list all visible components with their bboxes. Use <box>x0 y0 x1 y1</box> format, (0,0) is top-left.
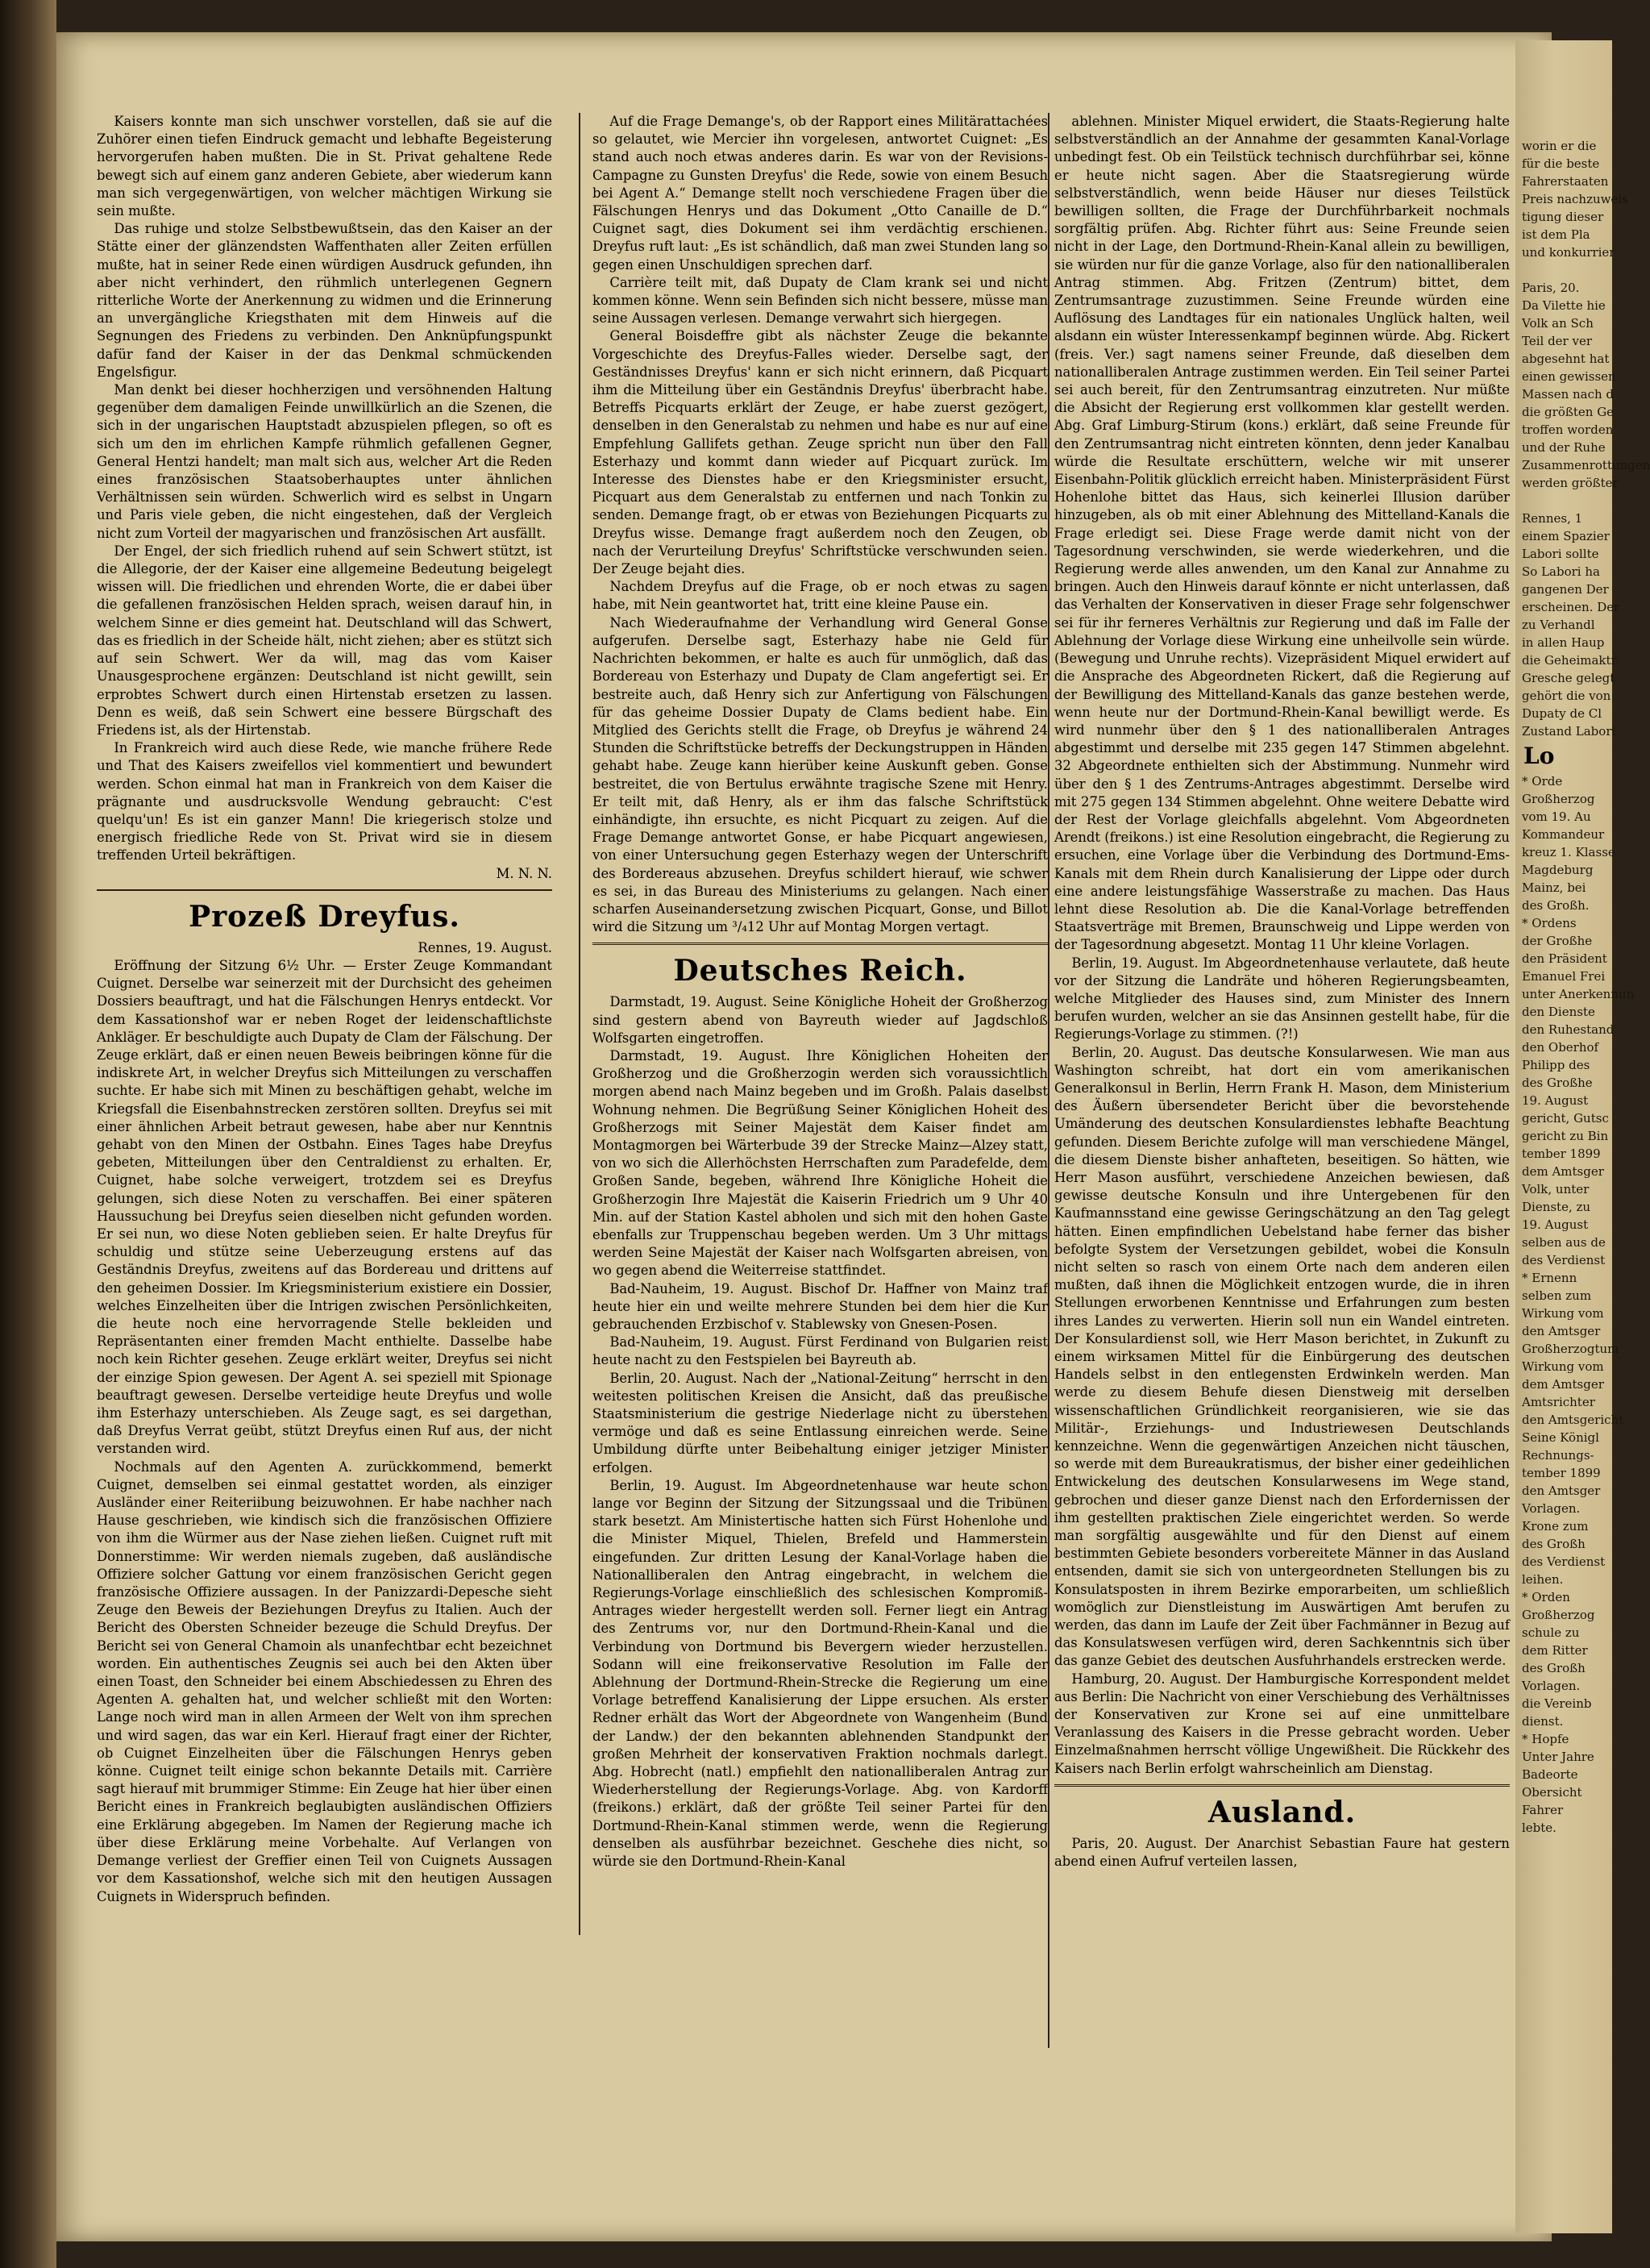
edge-text-line: So Labori ha <box>1522 564 1600 579</box>
news-item: Bad-Nauheim, 19. August. Bischof Dr. Haffner von Mainz traf heute hier ein und weilte mehrere Stunden bei dem hier die Kur gebrauchenden Erzbischof v. Stablewsky von Gnesen-Posen. <box>592 1280 1048 1332</box>
edge-text-line: schule zu <box>1522 1625 1580 1640</box>
edge-text-line: Emanuel Frei <box>1522 969 1606 984</box>
next-page-text-top <box>1515 40 1650 740</box>
column-rule <box>1048 113 1049 2048</box>
edge-text-line: Dupaty de Cl <box>1522 706 1602 721</box>
article-paragraph: Carrière teilt mit, daß Dupaty de Clam krank sei und nicht kommen könne. Wenn sein Befinden sich nicht bessere, müsse man seine Aussagen verlesen. Demange verwahrt sich hiergegen. <box>592 274 1048 327</box>
edge-text-line: dem Ritter <box>1522 1643 1588 1658</box>
edge-text-line: die Geheimaktr <box>1522 653 1617 668</box>
edge-text-line: der Großhe <box>1522 934 1593 948</box>
deutsches-reich-body <box>592 993 1048 1871</box>
edge-text-line: Unter Jahre <box>1522 1750 1594 1764</box>
edge-text-line: des Großh <box>1522 1537 1586 1551</box>
article-paragraph: ablehnen. Minister Miquel erwidert, die Staats-Regierung halte selbstverständlich an der Annahme der gesammten Kanal-Vorlage unbedingt fest. Ob ein Teilstück technisch durchführbar sei, könne er heute nicht sagen. Aber die Staatsregierung würde selbstverständlich, wenn beide Häuser nur dieses Teilstück bewilligen sollten, die Frage der Durchführbarkeit nochmals sorgfältig prüfen. Abg. Richter führt aus: Seine Freunde seien nicht in der Lage, den Dortmund-Rhein-Kanal allein zu bewilligen, sie würden nur für die ganze Vorlage, also für den nationalliberalen Antrag stimmen. Abg. Fritzen (Zentrum) bittet, dem Zentrumsantrage zuzustimmen. Seine Freunde würden eine Auflösung des Landtages für ein nationales Unglück halten, weil alsdann ein wüster Interessenkampf beginnen würde. Abg. Rickert (freis. Ver.) sagt namens seiner Freunde, daß dieselben dem nationalliberalen Antrage zustimmen werden. Ein Teil seiner Partei sei auch bereit, für den Zentrumsantrag einzutreten. Nur müßte die Absicht der Regierung erst vollkommen klar gestellt werden. Abg. Graf Limburg-Stirum (kons.) erklärt, daß seine Freunde für den Zentrumsantrag nicht eintreten könnten, denn jeder Kanalbau würde die Resultate erschüttern, welche wir mit unserer Eisenbahn-Politik glücklich erreicht haben. Ministerpräsident Fürst Hohenlohe bittet das Haus, sich keinerlei Illusion darüber hinzugeben, als ob mit einer Ablehnung des Mittelland-Kanals die Frage erledigt sei. Diese Frage werde damit nicht von der Tagesordnung verschwinden, sie werde wiederkehren, und die Regierung werde alles anwenden, um den Kanal zur Annahme zu bringen. Auch den Hinweis darauf könnte er nicht unterlassen, daß das Verhalten der Konservativen in dieser Frage sehr folgenschwer sei für ihr ferneres Verhältnis zur Regierung und daß im Falle der Ablehnung der Vorlage diese Wirkung eine unheilvolle sein würde. (Bewegung und Unruhe rechts). Vizepräsident Miquel erwidert auf die Ansprache des Abgeordneten Rickert, daß die Regierung auf der Bewilligung des Mittelland-Kanals das ganze bestehen werde, wenn heute nur der Dortmund-Rhein-Kanal bewilligt werde. Es wird nunmehr über den § 1 des nationalliberalen Antrages abgestimmt und derselbe mit 235 gegen 147 Stimmen abgelehnt. 32 Abgeordnete enthielten sich der Abstimmung. Nunmehr wird über den § 1 des Zentrums-Antrages abgestimmt. Derselbe wird mit 275 gegen 134 Stimmen abgelehnt. Ohne weitere Debatte wird der Rest der Vorlage gleichfalls abgelehnt. Vom Abgeordneten Arendt (freikons.) ist eine Resolution eingebracht, die Regierung zu ersuchen, eine Vorlage über die Verbindung des Dortmund-Ems-Kanals mit dem Rhein durch Kanalisierung der Lippe oder durch eine andere leistungsfähige Wasserstraße zu machen. Das Haus lehnt diese Resolution ab. Die die Kanal-Vorlage betreffenden Staatsverträge mit Bremen, Braunschweig und Lippe werden von der Tagesordnung abgesetzt. Montag 11 Uhr kleine Vorlagen. <box>1054 114 1510 953</box>
article-paragraph: Das ruhige und stolze Selbstbewußtsein, das den Kaiser an der Stätte einer der glänzendsten Waffenthaten aller Zeiten erfüllen mußte, hat in seiner Rede einen würdigen Ausdruck gefunden, ihn aber nicht verhindert, den rühmlich unterlegenen Gegnern ritterliche Worte der Anerkennung zu widmen und die Erinnerung an unvergängliche Kriegsthaten mit dem Hinweis auf die Segnungen des Friedens zu verbinden. Den Anknüpfungspunkt dafür fand der Kaiser in der das Denkmal schmückenden Engelsfigur. <box>97 221 552 380</box>
edge-text-line: Kommandeur <box>1522 827 1605 842</box>
edge-text-line: vom 19. Au <box>1522 809 1591 824</box>
article-paragraph: Nach Wiederaufnahme der Verhandlung wird General Gonse aufgerufen. Derselbe sagt, Esterhazy habe nie Geld für Nachrichten bekommen, er halte es auch für unmöglich, daß das Bordereau von Esterhazy und Dupaty de Clam angefertigt sei. Er bestreite auch, daß Henry sich zur Anfertigung von Fälschungen für das geheime Dossier Dupaty de Clams bedient habe. Ein Mitglied des Gerichts stellt die Frage, ob Dreyfus je während 24 Stunden die Schriftstücke betreffs der Deckungstruppen in Händen gehabt habe. Zeuge kann hierüber keine Auskunft geben. Gonse bestreitet, die von Bertulus erwähnte tragische Szene mit Henry. Er teilt mit, daß Henry, als er ihm das falsche Schriftstück einhändigte, ihn ersuchte, es nicht Picquart zu zeigen. Auf die Frage Demange antwortet Gonse, er habe Picquart angewiesen, von einer Untersuchung gegen Esterhazy wegen der Unterschrift des Bordereaus abzusehen. Dreyfus schildert hierauf, wie schwer es sei, in das Bureau des Ministeriums zu gelangen. Nach einer scharfen Auseinandersetzung zwischen Picquart, Gonse, und Billot wird die Sitzung um ³/₄12 Uhr auf Montag Morgen vertagt. <box>592 614 1048 935</box>
edge-text-line: ist dem Pla <box>1522 227 1590 242</box>
edge-text-line: werden größter <box>1522 476 1619 490</box>
book-binding-edge <box>0 0 56 2268</box>
edge-text-line: und konkurrier <box>1522 245 1615 260</box>
edge-text-line: den Oberhof <box>1522 1040 1599 1055</box>
article-signature: M. N. N. <box>496 865 552 881</box>
news-item: Berlin, 20. August. Nach der „National-Zeitung“ herrscht in den weitesten politischen Kreisen die Ansicht, daß das preußische Staatsministerium die gestrige Niederlage nicht zu überstehen vermöge und daß es seine Entlassung einreichen werde. Seine Umbildung dürfte unter Beibehaltung einiger jetziger Minister erfolgen. <box>592 1370 1048 1475</box>
dateline-rennes: Rennes, 19. August. <box>418 939 552 955</box>
edge-text-line: in allen Haup <box>1522 635 1605 650</box>
section-divider <box>592 943 1048 945</box>
edge-text-line: unter Anerkennun <box>1522 987 1635 1001</box>
edge-text-line: Großherzog <box>1522 1608 1595 1622</box>
edge-text-line: Wirkung vom <box>1522 1359 1604 1374</box>
news-item: Paris, 20. August. Der Anarchist Sebastian Faure hat gestern abend einen Aufruf verteilen lassen, <box>1054 1835 1510 1870</box>
edge-text-line: erscheinen. Der <box>1522 600 1620 614</box>
article-paragraph: Nochmals auf den Agenten A. zurückkommend, bemerkt Cuignet, demselben sei einmal gestattet worden, als einziger Ausländer einer Reiteriibung beizuwohnen. Er habe nachher nach Hause geschrieben, wie kindisch sich die französischen Offiziere von ihm die Würmer aus der Nase ziehen ließen. Cuignet ruft mit Donnerstimme: Wir werden niemals zugeben, daß ausländische Offiziere solcher Gattung vor einem französischen Gericht gegen französische Offiziere aussagen. In der Panizzardi-Depesche sieht Zeuge den Beweis der Beziehungen Dreyfus zu Italien. Auch der Bericht des Obersten Schneider bezeuge die Schuld Dreyfus. Der Bericht sei von General Chamoin als unanfechtbar echt bezeichnet worden. Ein authentisches Zeugnis sei auch bei den Akten über einen Toast, den Schneider bei einem Abschiedessen zu Ehren des Agenten A. gehalten hat, und welcher schließt mit den Worten: Lange noch wird man in allen Armeen der Welt von ihm sprechen und wird sagen, das war ein Kerl. Hierauf fragt einer der Richter, ob Cuignet Einzelheiten über die Fälschungen Henrys geben könne. Cuignet teilt einige schon bekannte Details mit. Carrière sagt hierauf mit brummiger Stimme: Ein Zeuge hat hier über einen Bericht eines in Frankreich beglaubigten ausländischen Offiziers eine Erklärung abgegeben. Im Namen der Regierung mache ich über diese Erklärung meine Vorbehalte. Auf Verlangen von Demange verliest der Greffier einen Teil von Cuignets Aussagen vor dem Kassationshof, welche sich mit den heutigen Aussagen Cuignets in Widerspruch befinden. <box>97 1459 552 1904</box>
edge-text-line: den Amtsger <box>1522 1484 1601 1498</box>
edge-text-line: Magdeburg <box>1522 863 1594 877</box>
edge-text-line: Zustand Labori <box>1522 724 1616 739</box>
edge-text-line: Rennes, 1 <box>1522 511 1583 526</box>
edge-text-line: Seine Königl <box>1522 1430 1599 1445</box>
next-page-heading: Lo <box>1523 743 1555 769</box>
edge-text-line: einem Spazier <box>1522 529 1610 543</box>
edge-text-line: 19. August <box>1522 1217 1589 1232</box>
column-2 <box>592 113 1048 1871</box>
section-title-dreyfus: Prozeß Dreyfus. <box>189 899 460 934</box>
edge-text-line: die Vereinb <box>1522 1696 1592 1711</box>
section-title-ausland: Ausland. <box>1207 1795 1357 1829</box>
edge-text-line: Preis nachzuweis <box>1522 192 1628 206</box>
article-paragraph: Hamburg, 20. August. Der Hamburgische Korrespondent meldet aus Berlin: Die Nachricht von einer Verschiebung des Verhältnisses der Konservativen zur Krone sei auf eine unmittelbare Veranlassung des Kaisers in die Presse gebracht worden. Ueber Einzelmaßnahmen herrscht völlige Ungewißheit. Die Rückkehr des Kaisers nach Berlin erfolgt wahrscheinlich am Dienstag. <box>1054 1671 1510 1776</box>
edge-text-line: Zusammenrottungen <box>1522 458 1650 472</box>
edge-text-line: lebte. <box>1522 1821 1556 1835</box>
edge-text-line: Fahrer <box>1522 1803 1564 1817</box>
edge-text-line: gehört die von <box>1522 689 1611 703</box>
edge-text-line: dem Amtsger <box>1522 1164 1604 1179</box>
edge-text-line: die größten Ge <box>1522 405 1615 419</box>
edge-text-line: des Großhe <box>1522 1076 1593 1090</box>
edge-text-line: den Präsident <box>1522 951 1607 966</box>
edge-text-line: abgesehnt hat <box>1522 352 1610 366</box>
next-page-edge <box>1515 40 1650 2233</box>
edge-text-line: * Ernenn <box>1522 1271 1577 1285</box>
edge-text-line: Badeorte <box>1522 1767 1578 1782</box>
edge-text-line <box>1515 492 1612 510</box>
article-paragraph: Berlin, 19. August. Im Abgeordnetenhause verlautete, daß heute vor der Sitzung die Landräte und höheren Regierungsbeamten, welche Mitglieder des Hauses sind, zum Minister des Innern berufen wurden, welcher an sie das Ansinnen gestellt habe, für die Regierungs-Vorlage zu stimmen. (?!) <box>1054 955 1510 1042</box>
edge-text-line: Labori sollte <box>1522 547 1599 561</box>
edge-text-line: * Orden <box>1522 1590 1570 1604</box>
edge-text-line: den Ruhestand <box>1522 1022 1615 1037</box>
edge-text-line: * Ordens <box>1522 916 1577 930</box>
edge-text-line: den Amtsgericht <box>1522 1413 1624 1427</box>
edge-text-line: des Großh <box>1522 1661 1586 1675</box>
edge-text-line: 19. August <box>1522 1093 1589 1108</box>
edge-text-line: gericht zu Bin <box>1522 1129 1609 1143</box>
column-3-body <box>1054 113 1510 1778</box>
edge-text-line: selben zum <box>1522 1288 1592 1303</box>
column-3 <box>1054 113 1510 1871</box>
edge-text-line: für die beste <box>1522 156 1600 171</box>
edge-text-line: zu Verhandl <box>1522 618 1595 632</box>
edge-text-line: den Amtsger <box>1522 1324 1601 1338</box>
article-paragraph: In Frankreich wird auch diese Rede, wie manche frühere Rede und That des Kaisers zweifellos viel kommentiert und bewundert werden. Schon einmal hat man in Frankreich von dem Kaiser die prägnante und ausdrucksvolle Wendung gebraucht: C'est quelqu'un! Es ist ein ganzer Mann! Die kriegerisch stolze und energisch friedliche Rede von St. Privat wird sie in diesem treffenden Urteil bekräftigen. <box>97 740 552 864</box>
edge-text-line: Vorlagen. <box>1522 1501 1581 1516</box>
edge-text-line: Mainz, bei <box>1522 880 1586 895</box>
edge-text-line: Rechnungs- <box>1522 1448 1594 1463</box>
column-2-body <box>592 113 1048 936</box>
edge-text-line: Volk an Sch <box>1522 316 1594 331</box>
edge-text-line: des Großh. <box>1522 898 1590 913</box>
edge-text-line: Paris, 20. <box>1522 281 1580 295</box>
edge-text-line: Philipp des <box>1522 1058 1590 1072</box>
edge-text-line <box>1515 261 1612 279</box>
edge-text-line: einen gewissen <box>1522 369 1616 384</box>
edge-text-line: * Orde <box>1522 774 1563 789</box>
edge-text-line: Amtsrichter <box>1522 1395 1595 1409</box>
edge-text-line: Fahrerstaaten <box>1522 174 1609 189</box>
news-item: Darmstadt, 19. August. Seine Königliche Hoheit der Großherzog sind gestern abend von Bayreuth wieder auf Jagdschloß Wolfsgarten eingetroffen. <box>592 994 1048 1046</box>
edge-text-line: dem Amtsger <box>1522 1377 1604 1392</box>
edge-text-line: selben aus de <box>1522 1235 1606 1250</box>
news-item: Berlin, 19. August. Im Abgeordnetenhause war heute schon lange vor Beginn der Sitzung der Sitzungssaal und die Tribünen stark besetzt. Am Ministertische hatten sich Fürst Hohenlohe und die Minister Miquel, Thielen, Brefeld und Hammerstein eingefunden. Zur dritten Lesung der Kanal-Vorlage haben die Nationalliberalen den Antrag eingebracht, in welchem die Regierungs-Vorlage einschließlich des schlesischen Kompromiß-Antrages wieder hergestellt werden soll. Ferner liegt ein Antrag des Zentrums vor, nur den Dortmund-Rhein-Kanal und die Verbindung von Dortmund bis Bevergern wieder herzustellen. Sodann will eine freikonservative Resolution im Falle der Ablehnung der Dortmund-Rhein-Strecke die Regierung um eine Vorlage betreffend Kanalisierung der Lippe ersuchen. Als erster Redner erhält das Wort der Abgeordnete von Wangenheim (Bund der Landw.) der den bekannten ablehnenden Standpunkt der großen Mehrheit der konservativen Fraktion nochmals darlegt. Abg. Hobrecht (natl.) empfiehlt den nationalliberalen Antrag zur Wiederherstellung der Regierungs-Vorlage. Abg. von Kardorff (freikons.) erklärt, daß der größte Teil seiner Partei für den Dortmund-Rhein-Kanal stimmen werde, wenn die Regierung denselben als ausführbar bezeichnet. Geschehe dies nicht, so würde sie den Dortmund-Rhein-Kanal <box>592 1477 1048 1870</box>
edge-text-line: * Hopfe <box>1522 1732 1569 1746</box>
edge-text-line: den Dienste <box>1522 1005 1595 1019</box>
edge-text-line: Volk, unter <box>1522 1182 1590 1196</box>
column-1 <box>97 113 552 1906</box>
edge-text-line: des Verdienst <box>1522 1253 1606 1267</box>
edge-text-line: Dienste, zu <box>1522 1200 1591 1214</box>
edge-text-line: worin er die <box>1522 139 1597 153</box>
edge-text-line: kreuz 1. Klasse <box>1522 845 1615 859</box>
edge-text-line: tember 1899 <box>1522 1146 1601 1161</box>
ausland-body <box>1054 1835 1510 1871</box>
edge-text-line: Großherzogtum <box>1522 1342 1619 1356</box>
edge-text-line: Wirkung vom <box>1522 1306 1604 1321</box>
edge-text-line: Teil der ver <box>1522 334 1593 348</box>
article-paragraph: General Boisdeffre gibt als nächster Zeuge die bekannte Vorgeschichte des Dreyfus-Falles wieder. Derselbe sagt, der Geständnisses Dreyfus' kann er sich nicht erinnern, daß Picquart ihm die Mitteilung über ein Geständnis Dreyfus' überbracht habe. Betreffs Picquarts erklärt der Zeuge, er habe zuerst gezögert, denselben in den Generalstab zu nehmen und habe es nur auf eine Empfehlung Gallifets gethan. Zeuge spricht nun über den Fall Esterhazy und kommt dann wieder auf Picquart zurück. Im Interesse des Dienstes habe er den Kriegsminister ersucht, Picquart aus dem Generalstab zu entfernen und nach Tonkin zu senden. Demange fragt, ob er etwas von Beziehungen Picquarts zu Dreyfus wisse. Demange fragt außerdem noch den Zeugen, ob nach der Verurteilung Dreyfus' Schriftstücke verschwunden seien. Der Zeuge bejaht dies. <box>592 328 1048 577</box>
section-divider <box>97 889 552 891</box>
news-item: Bad-Nauheim, 19. August. Fürst Ferdinand von Bulgarien reist heute nacht zu den Festspielen bei Bayreuth ab. <box>592 1334 1048 1368</box>
article-paragraph: Auf die Frage Demange's, ob der Rapport eines Militärattachées so gelautet, wie Mercier ihn vorgelesen, antwortet Cuignet: „Es stand auch noch etwas anderes darin. Es war von der Revisions-Campagne zu Gunsten Dreyfus' die Rede, sowie von einem Besuch bei Agent A.“ Demange stellt noch verschiedene Fragen über die Fälschungen Henrys und das Dokument „Otto Canaille de D.“ Cuignet sagt, dies Dokument sei ihm verdächtig erschienen. Dreyfus ruft laut: „Es ist schändlich, daß man zwei Stunden lang so gegen einen Unschuldigen sprechen darf. <box>592 114 1048 273</box>
next-page-text-bottom <box>1515 772 1635 1837</box>
column-rule <box>579 113 580 1935</box>
article-paragraph: Der Engel, der sich friedlich ruhend auf sein Schwert stützt, ist die Allegorie, der der Kaiser eine allgemeine Bedeutung beigelegt wissen will. Die friedlichen und ehrenden Worte, die er dabei über die gefallenen französischen Helden sprach, weisen darauf hin, in welchem Sinne er dies gemeint hat. Deutschland will das Schwert, das es friedlich in der Scheide hält, nicht ziehen; aber es stützt sich auf sein Schwert. Wer da will, mag das vom Kaiser Unausgesprochene ergänzen: Deutschland ist nicht gewillt, sein erprobtes Schwert durch einen Hirtenstab ersetzen zu lassen. Denn es weiß, daß sein Schwert eine bessere Bürgschaft des Friedens ist, als der Hirtenstab. <box>97 543 552 738</box>
edge-text-line: Da Vilette hie <box>1522 298 1606 313</box>
article-paragraph: Nachdem Dreyfus auf die Frage, ob er noch etwas zu sagen habe, mit Nein geantwortet hat, tritt eine kleine Pause ein. <box>592 579 1048 613</box>
edge-text-line: gangenen Der <box>1522 582 1609 597</box>
edge-text-line: und der Ruhe <box>1522 440 1606 455</box>
edge-text-line: leihen. <box>1522 1572 1564 1587</box>
edge-text-line: Massen nach d <box>1522 387 1615 402</box>
edge-text-line: Großherzog <box>1522 792 1595 806</box>
dreyfus-report-body <box>97 957 552 1906</box>
article-paragraph: Eröffnung der Sitzung 6½ Uhr. — Erster Zeuge Kommandant Cuignet. Derselbe war seinerzeit mit der Durchsicht des geheimen Dossiers beauftragt, und hat die Fälschungen Henrys entdeckt. Vor dem Kassationshof war er neben Roget der leidenschaftlichste Ankläger. Er beschuldigte auch Dupaty de Clam der Fälschung. Der Zeuge erklärt, daß er einen neuen Beweis beibringen könne für die indiskrete Art, in welcher Dreyfus sich Mitteilungen zu verschaffen suchte. Er habe sich mit Minen zu beschäftigen gehabt, welche im Kriegsfall die Eisenbahnstrecken zerstören sollten. Dreyfus sei mit einer ähnlichen Arbeit betraut gewesen, habe aber nur Kenntnis gehabt von den Minen der Ostbahn. Eines Tages habe Dreyfus gebeten, Mitteilungen über den Centraldienst zu erhalten. Er, Cuignet, habe solche verweigert, trotzdem sei es Dreyfus gelungen, sich diese Noten zu verschaffen. Bei einer späteren Haussuchung bei Dreyfus seien dieselben nicht gefunden worden. Er sei nun, wo diese Noten geblieben seien. Er halte Dreyfus für schuldig und stütze seine Ueberzeugung erstens auf das Geständnis Dreyfus, zweitens auf das Bordereau und drittens auf den geheimen Dossier. Im Kriegsministerium existiere ein Dossier, welches Einzelheiten über die Intrigen zwischen Persönlichkeiten, die heute noch eine hervorragende Stelle bekleiden und Repräsentanten einer fremden Macht enthielte. Dasselbe habe noch kein Richter gesehen. Zeuge erklärt weiter, Dreyfus sei nicht der einzige Spion gewesen. Der Agent A. sei speziell mit Spionage beauftragt gewesen. Derselbe verteidige heute Dreyfus und wolle ihm Esterhazy unterschieben. Als Zeuge sagt, es sei dargethan, daß Dreyfus Verrat geübt, stützt Dreyfus einen Ruf aus, der nicht verstanden wird. <box>97 957 552 1457</box>
edge-text-line: Krone zum <box>1522 1519 1589 1534</box>
edge-text-line: Obersicht <box>1522 1785 1582 1800</box>
article-paragraph: Man denkt bei dieser hochherzigen und versöhnenden Haltung gegenüber dem damaligen Feinde unwillkürlich an die Szenen, die sich in der ungarischen Hauptstadt abzuspielen pflegen, so oft es sich um den im ehrlichen Kampfe rühmlich gefallenen Gegner, General Hentzi handelt; man malt sich aus, welcher Art die Reden eines französischen Staatsoberhauptes unter ähnlichen Verhältnissen sein würden. Schwerlich wird es selbst in Ungarn und Paris viele geben, die nicht eingestehen, daß der Vergleich nicht zum Vorteil der magyarischen und französischen Art ausfällt. <box>97 382 552 541</box>
edge-text-line: troffen worden <box>1522 422 1614 437</box>
edge-text-line: Vorlagen. <box>1522 1679 1581 1693</box>
edge-text-line: tigung dieser <box>1522 210 1604 224</box>
edge-text-line: tember 1899 <box>1522 1466 1601 1480</box>
section-divider <box>1054 1784 1510 1787</box>
section-title-deutsches-reich: Deutsches Reich. <box>673 954 967 988</box>
edge-text-line: gericht, Gutsc <box>1522 1111 1609 1126</box>
news-item: Darmstadt, 19. August. Ihre Königlichen Hoheiten der Großherzog und die Großherzogin werden sich voraussichtlich morgen abend nach Mainz begeben und im Großh. Palais daselbst Wohnung nehmen. Die Begrüßung Seiner Königlichen Hoheit des Großherzogs mit Seiner Majestät dem Kaiser findet am Montagmorgen bei Wärterbude 39 der Strecke Mainz—Alzey statt, von wo sich die Allerhöchsten Herrschaften zum Paradefelde, dem Großen Sande, begeben, während Ihre Königliche Hoheit die Großherzogin Ihre Majestät die Kaiserin Friedrich um 9 Uhr 40 Min. auf der Station Kastel abholen und sich mit den hohen Gaste ebenfalls zur Truppenschau begeben werden. Um 3 Uhr mittags werden Seine Majestät der Kaiser nach Wolfsgarten abreisen, von wo gegen abend die Weiterreise stattfindet. <box>592 1047 1048 1279</box>
article-paragraph: Kaisers konnte man sich unschwer vorstellen, daß sie auf die Zuhörer einen tiefen Eindruck gemacht und lebhafte Begeisterung hervorgerufen haben mußten. Die in St. Privat gehaltene Rede bewegt sich auf einem ganz anderen Gebiete, aber wiederum kann man sich vergegenwärtigen, von welcher mächtigen Wirkung sie sein mußte. <box>97 114 552 219</box>
column-1-body <box>97 113 552 865</box>
edge-text-line: des Verdienst <box>1522 1554 1606 1569</box>
article-paragraph: Berlin, 20. August. Das deutsche Konsularwesen. Wie man aus Washington schreibt, hat dort ein vom amerikanischen Generalkonsul in Berlin, Herrn Frank H. Mason, dem Ministerium des Äußern übersendeter Bericht über die bevorstehende Umänderung des deutschen Konsulardienstes lebhafte Beachtung gefunden. Diesem Berichte zufolge will man verschiedene Mängel, die diesem Dienste bisher anhafteten, beseitigen. So hätten, wie Herr Mason ausführt, verschiedene Anzeichen bewiesen, daß gewisse deutsche Konsuln und ihre Untergebenen für den Kaufmannsstand eine gewisse Geringschätzung an den Tag gelegt hätten. Einen empfindlichen Uebelstand habe ferner das bisher befolgte System der Versetzungen gebildet, wobei die Konsuln nicht selten so rasch von einem Orte nach dem anderen eilen mußten, daß ihnen die Möglichkeit entzogen wurde, die in ihren Stellungen erworbenen Kenntnisse und Erfahrungen zum besten ihres Landes zu verwerten. Hierin soll nun ein Wandel eintreten. Der Konsulardienst soll, wie Herr Mason berichtet, in Zukunft zu einem wirksamen Mittel für die Einbürgerung des deutschen Handels selbst in den entlegensten Erdwinkeln werden. Man werde zu diesem Behufe diesen Dienstweig mit derselben wissenschaftlichen Gründlichkeit reorganisieren, wie sie das Militär-, Erziehungs- und Industriewesen Deutschlands kennzeichne. Wenn die gegenwärtigen Anzeichen nicht täuschen, so werde mit dem Bureaukratismus, der bisher einer gedeihlichen Entwickelung des deutschen Konsularwesens im Wege stand, gebrochen und dieser ganze Dienst nach den Erfordernissen der ihm gestellten praktischen Ziele eingerichtet werden. So werde man sorgfältig ausgewählte und für den Dienst auf einem bestimmten Gebiete besonders vorbereitete Männer in das Ausland entsenden, damit sie sich von untergeordneten Stellungen bis zu Konsulatsposten in ihrem Bezirke emporarbeiten, um schließlich womöglich zur Dienstleistung im Auswärtigen Amt berufen zu werden, das dann im Laufe der Zeit über Fachmänner in Bezug auf das Konsulatswesen verfügen wird, deren Sachkenntnis sich über das ganze Gebiet des deutschen Ausfuhrhandels erstrecken werde. <box>1054 1044 1510 1669</box>
edge-text-line: Gresche gelegt <box>1522 671 1615 685</box>
edge-text-line: dienst. <box>1522 1714 1564 1729</box>
